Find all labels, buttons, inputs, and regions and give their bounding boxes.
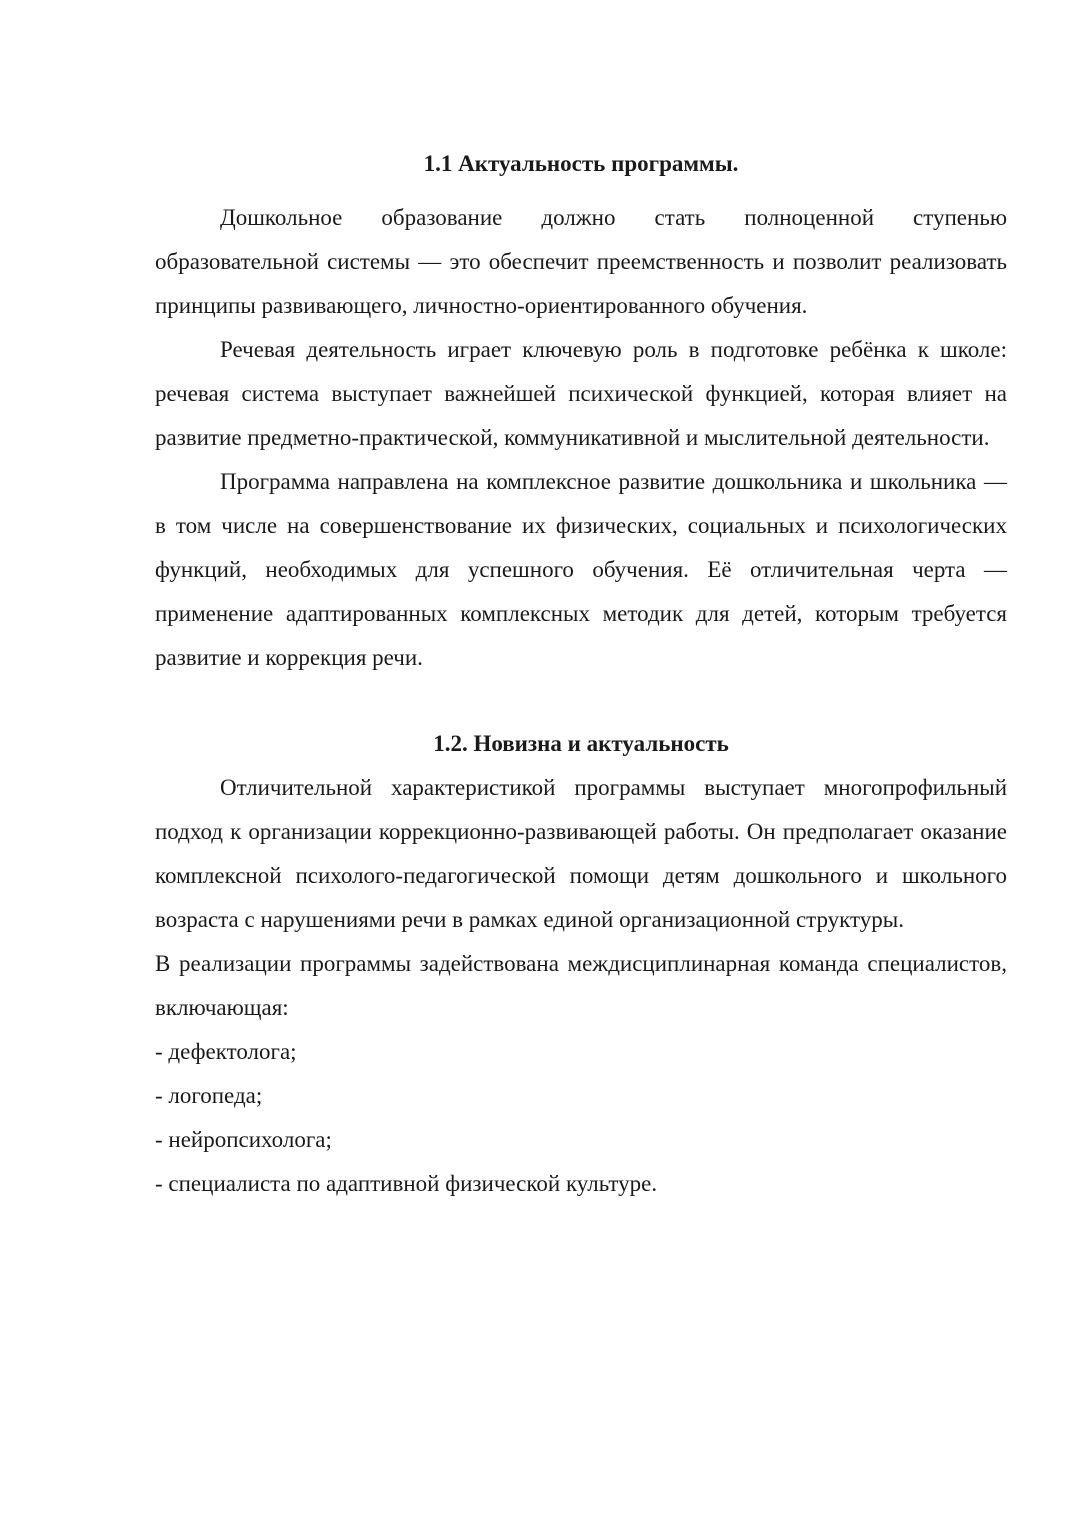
list-item: - дефектолога; — [155, 1039, 297, 1064]
paragraph-speech-activity: Речевая деятельность играет ключевую роль в подготовке ребёнка к школе: речевая система выступает важнейшей психической функцией, которая влияет на развитие предметно-практической, коммуникативной и мыслительной деятельности. — [155, 337, 1007, 450]
paragraph-team-intro: В реализации программы задействована междисциплинарная команда специалистов, включающая: — [155, 951, 1007, 1020]
list-item: - логопеда; — [155, 1083, 263, 1108]
list-item: - специалиста по адаптивной физической культуре. — [155, 1171, 658, 1196]
specialists-list — [155, 1030, 1007, 1206]
paragraph-preschool-education: Дошкольное образование должно стать полноценной ступенью образовательной системы — это обеспечит преемственность и позволит реализовать принципы развивающего, личностно-ориентированного обучения. — [155, 205, 1007, 318]
paragraph-distinctive-feature: Отличительной характеристикой программы выступает многопрофильный подход к организации коррекционно-развивающей работы. Он предполагает оказание комплексной психолого-педагогической помощи детям дошкольного и школьного возраста с нарушениями речи в рамках единой организационной структуры. — [155, 775, 1007, 932]
page-content — [155, 142, 1007, 1206]
paragraph-program-direction: Программа направлена на комплексное развитие дошкольника и школьника — в том числе на совершенствование их физических, социальных и психологических функций, необходимых для успешного обучения. Её отличительная черта — применение адаптированных комплексных методик для детей, которым требуется развитие и коррекция речи. — [155, 469, 1007, 670]
list-item: - нейропсихолога; — [155, 1127, 332, 1152]
section-heading-relevance: 1.1 Актуальность программы. — [423, 151, 739, 176]
section-heading-novelty: 1.2. Новизна и актуальность — [433, 731, 729, 756]
